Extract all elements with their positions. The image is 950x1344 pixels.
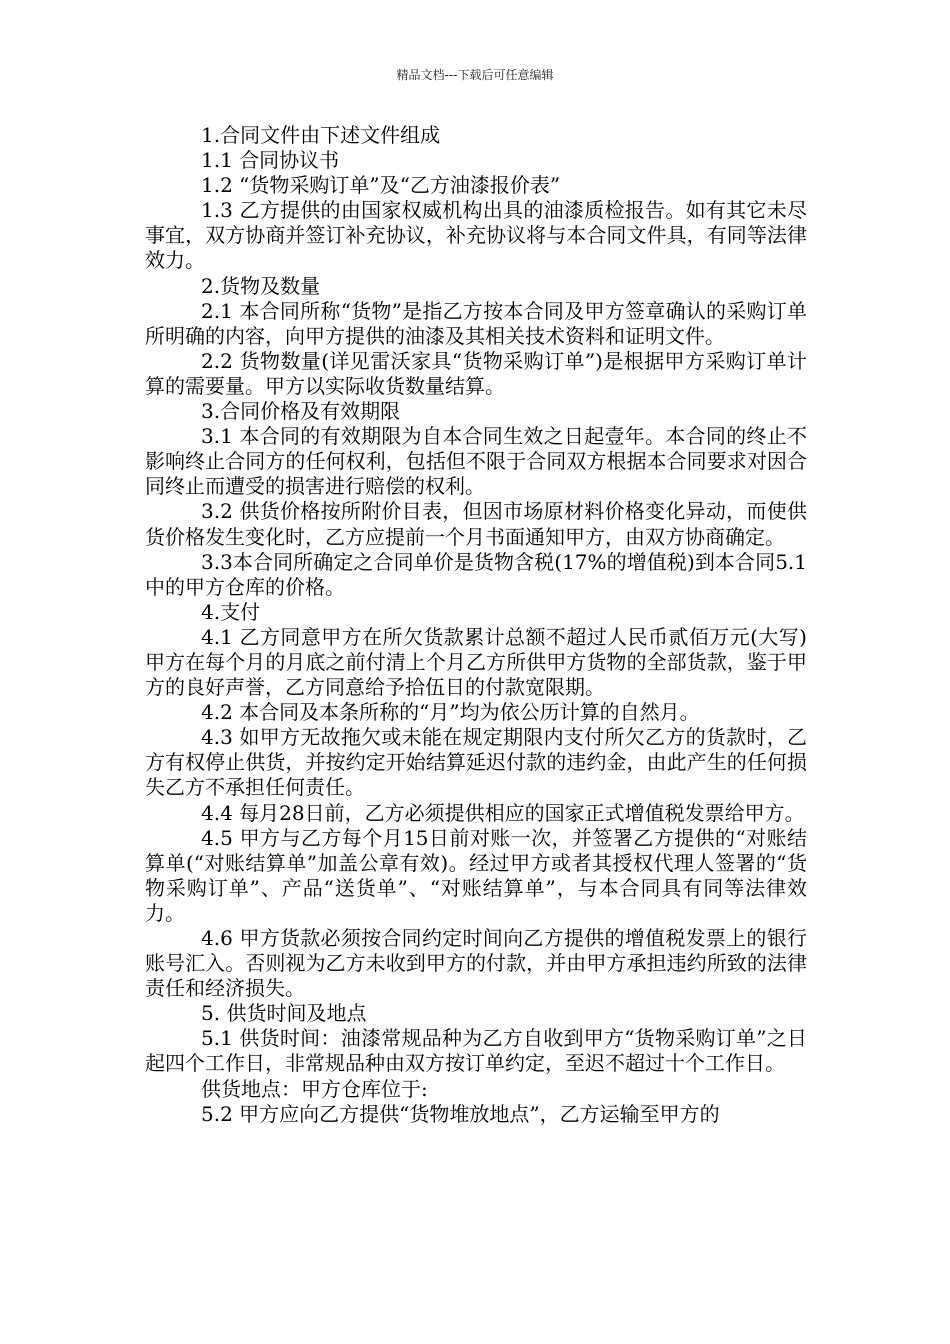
paragraph: 1.合同文件由下述文件组成 <box>201 123 441 147</box>
paragraph: 1.3 乙方提供的由国家权威机构出具的油漆质检报告。如有其它未尽事宜，双方协商并签订补充协议，补充协议将与本合同文件具，有同等法律效力。 <box>145 198 807 273</box>
paragraph: 4.3 如甲方无故拖欠或未能在规定期限内支付所欠乙方的货款时，乙方有权停止供货，并按约定开始结算延迟付款的违约金，由此产生的任何损失乙方不承担任何责任。 <box>145 725 807 800</box>
page-header: 精品文档---下载后可任意编辑 <box>396 68 554 82</box>
paragraph: 1.1 合同协议书 <box>201 148 340 173</box>
paragraph: 4.1 乙方同意甲方在所欠货款累计总额不超过人民币贰佰万元(大写)甲方在每个月的月底之前付清上个月乙方所供甲方货物的全部货款，鉴于甲方的良好声誉，乙方同意给予拾伍日的付款宽限期。 <box>145 624 807 700</box>
paragraph: 2.1 本合同所称“货物”是指乙方按本合同及甲方签章确认的采购订单所明确的内容，向甲方提供的油漆及其相关技术资料和证明文件。 <box>145 298 807 348</box>
paragraph: 3.1 本合同的有效期限为自本合同生效之日起壹年。本合同的终止不影响终止合同方的任何权利，包括但不限于合同双方根据本合同要求对因合同终止而遭受的损害进行赔偿的权利。 <box>145 424 807 499</box>
paragraph: 5.1 供货时间：油漆常规品种为乙方自收到甲方“货物采购订单”之日起四个工作日，非常规品种由双方按订单约定，至迟不超过十个工作日。 <box>145 1026 807 1076</box>
paragraph: 5.2 甲方应向乙方提供“货物堆放地点”，乙方运输至甲方的 <box>201 1101 720 1126</box>
paragraph: 2.货物及数量 <box>201 273 321 298</box>
paragraph: 4.支付 <box>201 599 261 624</box>
paragraph: 3.2 供货价格按所附价目表，但因市场原材料价格变化异动，而使供货价格发生变化时，乙方应提前一个月书面通知甲方，由双方协商确定。 <box>145 499 807 549</box>
paragraph: 4.2 本合同及本条所称的“月”均为依公历计算的自然月。 <box>201 700 700 725</box>
paragraph: 供货地点：甲方仓库位于: <box>201 1076 428 1101</box>
paragraph: 4.4 每月28日前，乙方必须提供相应的国家正式增值税发票给甲方。 <box>201 800 805 825</box>
paragraph: 1.2 “货物采购订单”及“乙方油漆报价表” <box>201 173 561 198</box>
paragraph: 3.3本合同所确定之合同单价是货物含税(17%的增值税)到本合同5.1中的甲方仓库的价格。 <box>145 549 807 599</box>
paragraph: 4.5 甲方与乙方每个月15日前对账一次，并签署乙方提供的“对账结算单(“对账结算单”加盖公章有效)。经过甲方或者其授权代理人签署的“货物采购订单”、产品“送货单”、“对账结算单”，与本合同具有同等法律效力。 <box>145 825 807 925</box>
paragraph: 3.合同价格及有效期限 <box>201 399 401 424</box>
paragraph: 5. 供货时间及地点 <box>201 1001 367 1026</box>
paragraph: 4.6 甲方货款必须按合同约定时间向乙方提供的增值税发票上的银行账号汇入。否则视为乙方未收到甲方的付款，并由甲方承担违约所致的法律责任和经济损失。 <box>145 926 807 1001</box>
paragraph: 2.2 货物数量(详见雷沃家具“货物采购订单”)是根据甲方采购订单计算的需要量。甲方以实际收货数量结算。 <box>145 348 807 398</box>
contract-body <box>145 123 807 1127</box>
